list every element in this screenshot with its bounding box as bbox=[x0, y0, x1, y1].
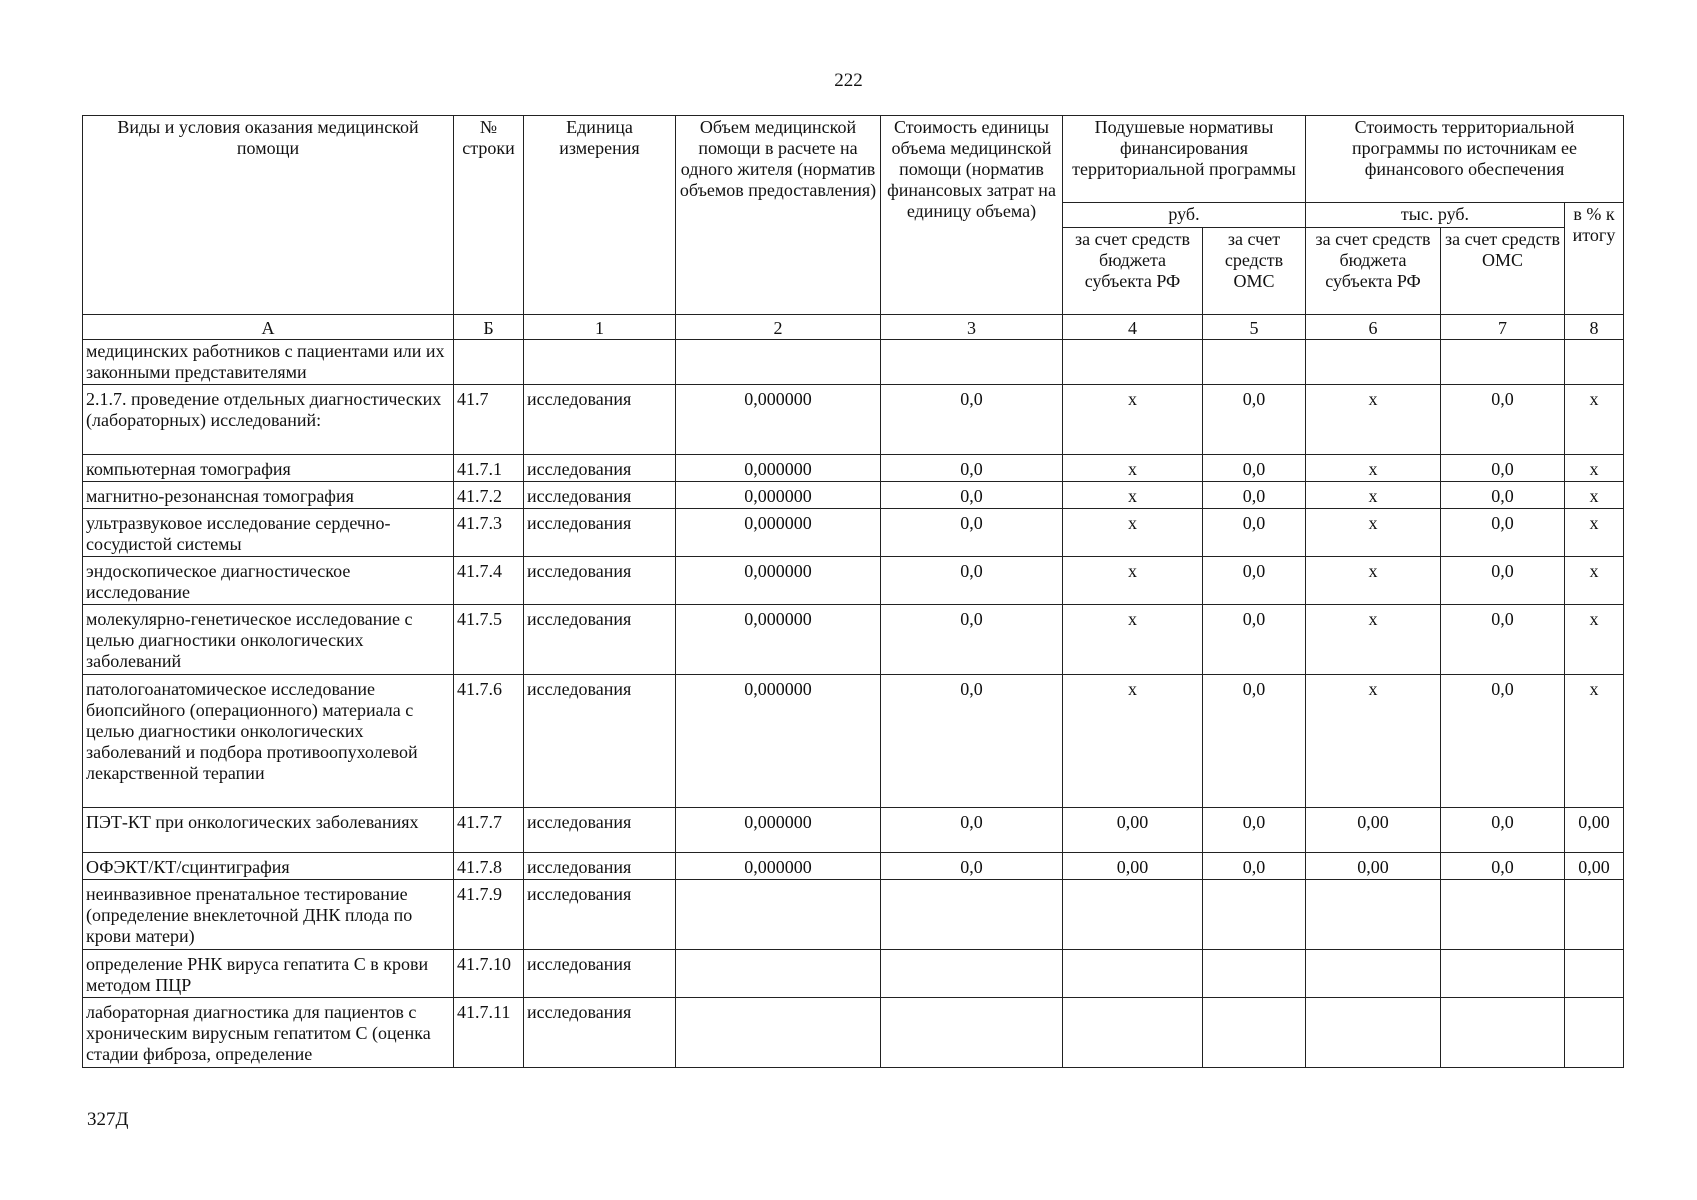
row-name: эндоскопическое диагностическое исследование bbox=[83, 557, 454, 605]
row-cost-oms: 0,0 bbox=[1441, 557, 1565, 605]
table-row bbox=[83, 675, 1624, 808]
table-row bbox=[83, 385, 1624, 455]
header-rub: руб. bbox=[1063, 203, 1306, 228]
row-number: 41.7.6 bbox=[454, 675, 524, 808]
row-cost-budget: х bbox=[1306, 509, 1441, 557]
column-number: 3 bbox=[881, 315, 1063, 340]
table-row bbox=[83, 509, 1624, 557]
row-unit-cost: 0,0 bbox=[881, 509, 1063, 557]
row-unit-cost: 0,0 bbox=[881, 808, 1063, 853]
page-number: 222 bbox=[834, 70, 863, 91]
row-pct-total: х bbox=[1565, 482, 1624, 509]
table-row bbox=[83, 482, 1624, 509]
row-per-capita-budget: х bbox=[1063, 675, 1203, 808]
row-cost-budget: 0,00 bbox=[1306, 808, 1441, 853]
row-cost-oms: 0,0 bbox=[1441, 605, 1565, 675]
table-row bbox=[83, 950, 1624, 998]
row-per-capita-oms bbox=[1203, 950, 1306, 998]
row-volume: 0,000000 bbox=[676, 557, 881, 605]
row-unit-cost bbox=[881, 998, 1063, 1068]
row-unit: исследования bbox=[524, 455, 676, 482]
row-number: 41.7 bbox=[454, 385, 524, 455]
row-per-capita-oms: 0,0 bbox=[1203, 557, 1306, 605]
header-pct-total: в % к итогу bbox=[1565, 203, 1624, 315]
row-cost-oms: 0,0 bbox=[1441, 455, 1565, 482]
row-unit: исследования bbox=[524, 950, 676, 998]
row-per-capita-oms bbox=[1203, 880, 1306, 950]
row-per-capita-budget bbox=[1063, 998, 1203, 1068]
row-unit-cost: 0,0 bbox=[881, 557, 1063, 605]
row-unit bbox=[524, 340, 676, 385]
row-volume bbox=[676, 880, 881, 950]
row-cost-budget bbox=[1306, 950, 1441, 998]
row-unit: исследования bbox=[524, 385, 676, 455]
row-cost-budget bbox=[1306, 998, 1441, 1068]
row-volume: 0,000000 bbox=[676, 385, 881, 455]
row-volume: 0,000000 bbox=[676, 509, 881, 557]
row-cost-oms: 0,0 bbox=[1441, 385, 1565, 455]
row-number: 41.7.7 bbox=[454, 808, 524, 853]
row-per-capita-budget bbox=[1063, 950, 1203, 998]
table-row bbox=[83, 605, 1624, 675]
column-number: А bbox=[83, 315, 454, 340]
row-cost-oms bbox=[1441, 880, 1565, 950]
row-per-capita-oms: 0,0 bbox=[1203, 482, 1306, 509]
header-cost-oms: за счет средств ОМС bbox=[1441, 228, 1565, 315]
row-unit-cost: 0,0 bbox=[881, 675, 1063, 808]
row-unit: исследования bbox=[524, 853, 676, 880]
column-number: Б bbox=[454, 315, 524, 340]
row-volume bbox=[676, 340, 881, 385]
row-name: компьютерная томография bbox=[83, 455, 454, 482]
column-number: 4 bbox=[1063, 315, 1203, 340]
row-cost-oms bbox=[1441, 340, 1565, 385]
row-per-capita-oms: 0,0 bbox=[1203, 455, 1306, 482]
row-name: ультразвуковое исследование сердечно-сосудистой системы bbox=[83, 509, 454, 557]
row-per-capita-budget: х bbox=[1063, 482, 1203, 509]
header-per-capita: Подушевые нормативы финансирования территориальной программы bbox=[1063, 116, 1306, 203]
row-unit: исследования bbox=[524, 998, 676, 1068]
row-unit-cost: 0,0 bbox=[881, 482, 1063, 509]
row-per-capita-oms bbox=[1203, 340, 1306, 385]
row-cost-oms: 0,0 bbox=[1441, 509, 1565, 557]
row-cost-budget: 0,00 bbox=[1306, 853, 1441, 880]
row-unit-cost: 0,0 bbox=[881, 853, 1063, 880]
footer-code: 327Д bbox=[87, 1109, 129, 1130]
row-name: неинвазивное пренатальное тестирование (определение внеклеточной ДНК плода по крови матери) bbox=[83, 880, 454, 950]
row-cost-budget: х bbox=[1306, 385, 1441, 455]
row-cost-oms: 0,0 bbox=[1441, 808, 1565, 853]
row-unit-cost: 0,0 bbox=[881, 455, 1063, 482]
row-pct-total: 0,00 bbox=[1565, 808, 1624, 853]
row-name: патологоанатомическое исследование биопсийного (операционного) материала с целью диагностики онкологических заболеваний и подбора противоопухолевой лекарственной терапии bbox=[83, 675, 454, 808]
header-per-capita-budget: за счет средств бюджета субъекта РФ bbox=[1063, 228, 1203, 315]
row-number: 41.7.10 bbox=[454, 950, 524, 998]
row-number: 41.7.5 bbox=[454, 605, 524, 675]
table-row bbox=[83, 808, 1624, 853]
row-pct-total: х bbox=[1565, 455, 1624, 482]
row-name: магнитно-резонансная томография bbox=[83, 482, 454, 509]
row-pct-total: х bbox=[1565, 557, 1624, 605]
row-volume bbox=[676, 998, 881, 1068]
row-volume: 0,000000 bbox=[676, 455, 881, 482]
row-unit-cost: 0,0 bbox=[881, 385, 1063, 455]
row-unit: исследования bbox=[524, 557, 676, 605]
row-number: 41.7.11 bbox=[454, 998, 524, 1068]
row-cost-budget: х bbox=[1306, 557, 1441, 605]
table-row bbox=[83, 998, 1624, 1068]
row-unit: исследования bbox=[524, 509, 676, 557]
row-cost-budget: х bbox=[1306, 605, 1441, 675]
row-cost-budget: х bbox=[1306, 455, 1441, 482]
row-per-capita-budget: х bbox=[1063, 557, 1203, 605]
row-cost-oms: 0,0 bbox=[1441, 675, 1565, 808]
row-name: лабораторная диагностика для пациентов с хроническим вирусным гепатитом С (оценка стадии фиброза, определение bbox=[83, 998, 454, 1068]
row-name: ПЭТ-КТ при онкологических заболеваниях bbox=[83, 808, 454, 853]
row-cost-oms: 0,0 bbox=[1441, 482, 1565, 509]
row-per-capita-budget: 0,00 bbox=[1063, 808, 1203, 853]
row-number: 41.7.8 bbox=[454, 853, 524, 880]
table-row bbox=[83, 455, 1624, 482]
row-number: 41.7.4 bbox=[454, 557, 524, 605]
row-name: молекулярно-генетическое исследование с целью диагностики онкологических заболеваний bbox=[83, 605, 454, 675]
row-number: 41.7.9 bbox=[454, 880, 524, 950]
row-pct-total: х bbox=[1565, 675, 1624, 808]
row-per-capita-budget: 0,00 bbox=[1063, 853, 1203, 880]
financing-table bbox=[82, 115, 1624, 1068]
row-unit: исследования bbox=[524, 808, 676, 853]
row-per-capita-oms: 0,0 bbox=[1203, 675, 1306, 808]
header-row-number: № строки bbox=[454, 116, 524, 315]
row-per-capita-budget: х bbox=[1063, 605, 1203, 675]
row-unit: исследования bbox=[524, 482, 676, 509]
row-pct-total bbox=[1565, 880, 1624, 950]
table-row bbox=[83, 853, 1624, 880]
row-pct-total bbox=[1565, 998, 1624, 1068]
column-number: 1 bbox=[524, 315, 676, 340]
row-pct-total: х bbox=[1565, 385, 1624, 455]
row-cost-budget: х bbox=[1306, 675, 1441, 808]
row-cost-budget bbox=[1306, 340, 1441, 385]
column-number: 8 bbox=[1565, 315, 1624, 340]
row-volume bbox=[676, 950, 881, 998]
header-kind: Виды и условия оказания медицинской помощи bbox=[83, 116, 454, 315]
table-body bbox=[83, 340, 1624, 1068]
header-cost-budget: за счет средств бюджета субъекта РФ bbox=[1306, 228, 1441, 315]
header-program-cost: Стоимость территориальной программы по источникам ее финансового обеспечения bbox=[1306, 116, 1624, 203]
row-per-capita-oms bbox=[1203, 998, 1306, 1068]
row-per-capita-budget: х bbox=[1063, 455, 1203, 482]
row-volume: 0,000000 bbox=[676, 482, 881, 509]
row-cost-oms bbox=[1441, 998, 1565, 1068]
table-row bbox=[83, 340, 1624, 385]
header-unit-cost: Стоимость единицы объема медицинской помощи (норматив финансовых затрат на единицу объема) bbox=[881, 116, 1063, 315]
row-per-capita-oms: 0,0 bbox=[1203, 509, 1306, 557]
column-number: 5 bbox=[1203, 315, 1306, 340]
row-volume: 0,000000 bbox=[676, 853, 881, 880]
row-cost-oms bbox=[1441, 950, 1565, 998]
row-unit: исследования bbox=[524, 605, 676, 675]
row-pct-total bbox=[1565, 950, 1624, 998]
row-volume: 0,000000 bbox=[676, 605, 881, 675]
row-unit: исследования bbox=[524, 880, 676, 950]
row-per-capita-oms: 0,0 bbox=[1203, 385, 1306, 455]
row-number: 41.7.2 bbox=[454, 482, 524, 509]
row-number: 41.7.3 bbox=[454, 509, 524, 557]
row-per-capita-oms: 0,0 bbox=[1203, 808, 1306, 853]
row-name: 2.1.7. проведение отдельных диагностических (лабораторных) исследований: bbox=[83, 385, 454, 455]
row-name: ОФЭКТ/КТ/сцинтиграфия bbox=[83, 853, 454, 880]
row-per-capita-oms: 0,0 bbox=[1203, 853, 1306, 880]
column-number: 7 bbox=[1441, 315, 1565, 340]
row-volume: 0,000000 bbox=[676, 675, 881, 808]
table-row bbox=[83, 557, 1624, 605]
table-header bbox=[83, 116, 1624, 340]
row-per-capita-budget: х bbox=[1063, 385, 1203, 455]
row-number: 41.7.1 bbox=[454, 455, 524, 482]
header-per-capita-oms: за счет средств ОМС bbox=[1203, 228, 1306, 315]
row-cost-oms: 0,0 bbox=[1441, 853, 1565, 880]
row-unit-cost bbox=[881, 880, 1063, 950]
row-unit: исследования bbox=[524, 675, 676, 808]
header-volume: Объем медицинской помощи в расчете на одного жителя (норматив объемов предоставления) bbox=[676, 116, 881, 315]
row-per-capita-budget: х bbox=[1063, 509, 1203, 557]
row-name: определение РНК вируса гепатита С в крови методом ПЦР bbox=[83, 950, 454, 998]
row-name: медицинских работников с пациентами или их законными представителями bbox=[83, 340, 454, 385]
header-thous-rub: тыс. руб. bbox=[1306, 203, 1565, 228]
row-volume: 0,000000 bbox=[676, 808, 881, 853]
row-pct-total: х bbox=[1565, 509, 1624, 557]
row-per-capita-budget bbox=[1063, 880, 1203, 950]
column-numbers-row bbox=[83, 315, 1624, 340]
row-pct-total bbox=[1565, 340, 1624, 385]
row-cost-budget: х bbox=[1306, 482, 1441, 509]
row-pct-total: х bbox=[1565, 605, 1624, 675]
table-row bbox=[83, 880, 1624, 950]
header-unit: Единица измерения bbox=[524, 116, 676, 315]
row-cost-budget bbox=[1306, 880, 1441, 950]
row-unit-cost bbox=[881, 340, 1063, 385]
column-number: 2 bbox=[676, 315, 881, 340]
row-unit-cost bbox=[881, 950, 1063, 998]
row-number bbox=[454, 340, 524, 385]
row-per-capita-oms: 0,0 bbox=[1203, 605, 1306, 675]
column-number: 6 bbox=[1306, 315, 1441, 340]
row-unit-cost: 0,0 bbox=[881, 605, 1063, 675]
row-pct-total: 0,00 bbox=[1565, 853, 1624, 880]
row-per-capita-budget bbox=[1063, 340, 1203, 385]
